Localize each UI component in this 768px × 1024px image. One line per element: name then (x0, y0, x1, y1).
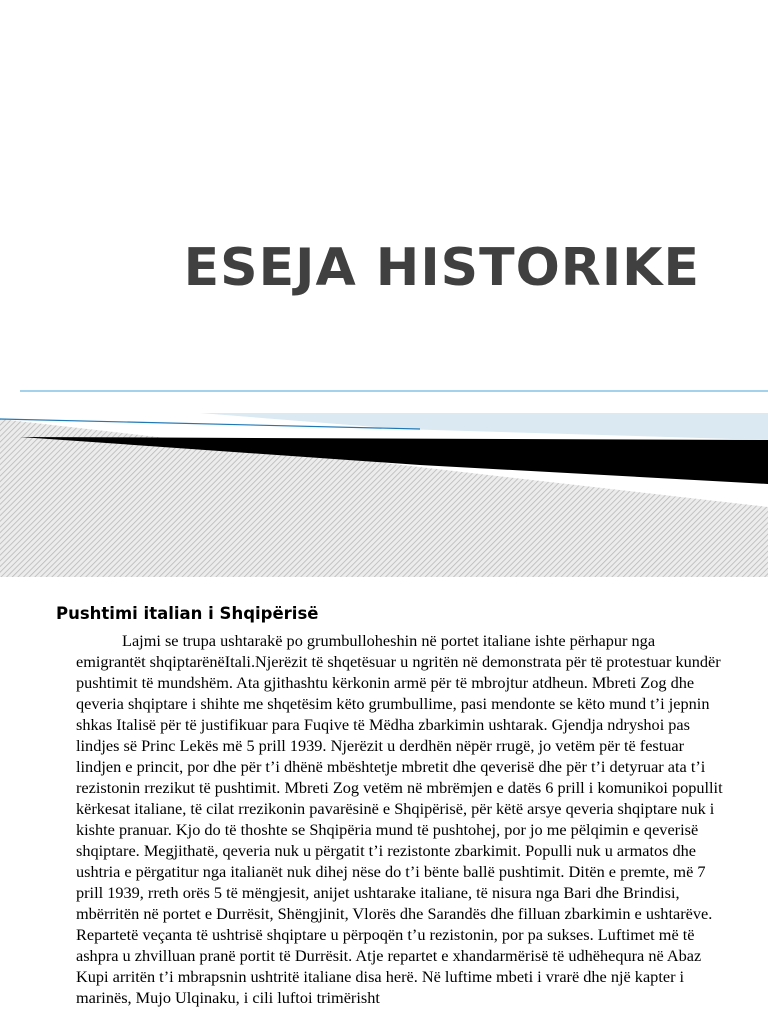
light-blue-band (200, 413, 768, 440)
body-paragraph: Lajmi se trupa ushtarakë po grumbulloheshin në portet italiane ishte përhapur nga emigrantët shqiptarënëItali.Njerëzit të shqetësuar u ngritën në demonstrata për të protestuar kundër pushtimit të mundshëm. Ata gjithashtu kërkonin armë për të mbrojtur atdheun. Mbreti Zog dhe qeveria shqiptare i shihte me shqetësim këto grumbullime, pasi mendonte se këto mund t’i jepnin shkas Italisë për të justifikuar para Fuqive të Mëdha zbarkimin ushtarak. Gjendja ndryshoi pas lindjes së Princ Lekës më 5 prill 1939. Njerëzit u derdhën nëpër rrugë, jo vetëm për të festuar lindjen e princit, por dhe për t’i dhënë mbështetje mbretit dhe qeverisë dhe për t’i detyruar ata t’i rezistonin rrezikut të pushtimit. Mbreti Zog vetëm në mbrëmjen e datës 6 prill i komunikoi popullit kërkesat italiane, të cilat rrezikonin pavarësinë e Shqipërisë, për këtë arsye qeveria shqiptare nuk i kishte pranuar. Kjo do të thoshte se Shqipëria mund të pushtohej, por jo me pëlqimin e qeverisë shqiptare. Megjithatë, qeveria nuk u përgatit t’i rezistonte zbarkimit. Populli nuk u armatos dhe ushtria e përgatitur nga italianët nuk dihej nëse do t’i bënte ballë pushtimit. Ditën e premte, më 7 prill 1939, rreth orës 5 të mëngjesit, anijet ushtarake italiane, të nisura nga Bari dhe Brindisi, mbërritën në portet e Durrësit, Shëngjinit, Vlorës dhe Sarandës dhe filluan zbarkimin e ushtarëve. Repartetë veçanta të ushtrisë shqiptare u përpoqën t’u rezistonin, por pa sukses. Luftimet më të ashpra u zhvilluan pranë portit të Durrësit. Atje repartet e xhandarmërisë të udhëhequra në Abaz Kupi arritën t’i mbrapsnin ushtritë italiane disa herë. Në luftime mbeti i vrarë dhe një kapter i marinës, Mujo Ulqinaku, i cili luftoi trimërisht (76, 631, 723, 1007)
section-heading: Pushtimi italian i Shqipërisë (56, 604, 319, 623)
document-title: ESEJA HISTORIKE (183, 238, 700, 298)
decorative-banner (0, 385, 768, 577)
